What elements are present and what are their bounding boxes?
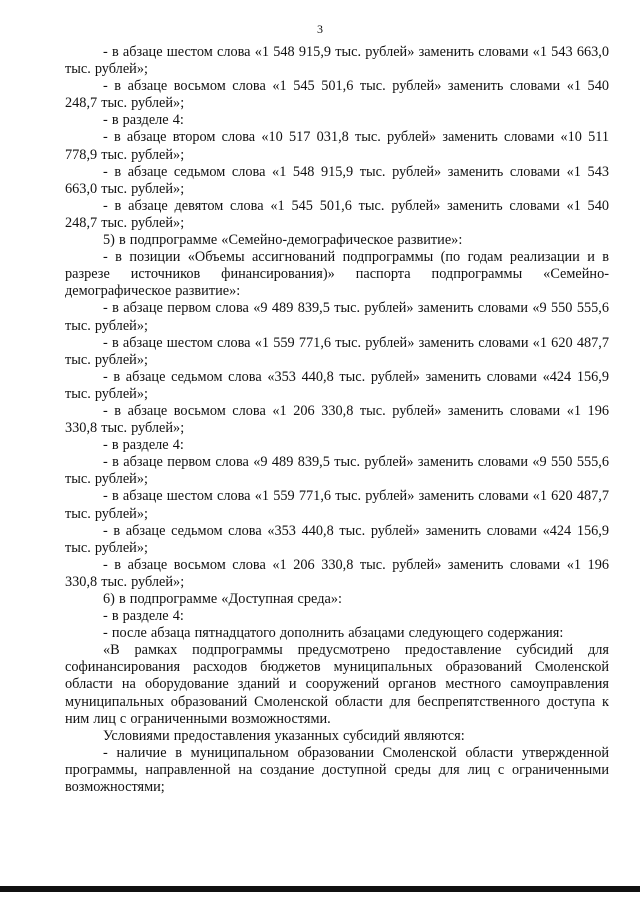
paragraph: - в разделе 4: [103,608,184,625]
paragraph: - после абзаца пятнадцатого дополнить абзацами следующего содержания: [103,625,564,642]
paragraph: - в абзаце первом слова «9 489 839,5 тыс. рублей» заменить словами «9 550 555,6 тыс. рублей»; [65,454,609,488]
paragraph: - в позиции «Объемы ассигнований подпрограммы (по годам реализации и в разрезе источников финансирования)» паспорта подпрограммы «Семейно-демографическое развитие»: [65,249,609,300]
paragraph: «В рамках подпрограммы предусмотрено предоставление субсидий для софинансирования расходов бюджетов муниципальных образований Смоленской области на оборудование зданий и сооружений органов местного самоуправления муниципальных образований Смоленской области для беспрепятственного доступа к ним лиц с ограниченными возможностями. [65,642,609,727]
paragraph: - в абзаце седьмом слова «1 548 915,9 тыс. рублей» заменить словами «1 543 663,0 тыс. рублей»; [65,163,609,197]
page-number: 3 [317,22,323,36]
paragraph: - в абзаце восьмом слова «1 545 501,6 тыс. рублей» заменить словами «1 540 248,7 тыс. рублей»; [65,78,609,112]
paragraph: 6) в подпрограмме «Доступная среда»: [103,591,342,607]
paragraph: - в разделе 4: [103,112,184,129]
paragraph: - в абзаце шестом слова «1 548 915,9 тыс. рублей» заменить словами «1 543 663,0 тыс. рублей»; [65,44,609,78]
paragraph: - в абзаце первом слова «9 489 839,5 тыс. рублей» заменить словами «9 550 555,6 тыс. рублей»; [65,300,609,334]
paragraph: - наличие в муниципальном образовании Смоленской области утвержденной программы, направленной на создание доступной среды для лиц с ограниченными возможностями; [65,744,609,796]
paragraph: - в абзаце втором слова «10 517 031,8 тыс. рублей» заменить словами «10 511 778,9 тыс. рублей»; [65,129,609,163]
paragraph: - в абзаце восьмом слова «1 206 330,8 тыс. рублей» заменить словами «1 196 330,8 тыс. рублей»; [65,402,609,437]
document-body [65,44,609,796]
bottom-border-line [0,886,640,892]
paragraph: - в абзаце шестом слова «1 559 771,6 тыс. рублей» заменить словами «1 620 487,7 тыс. рублей»; [65,488,609,522]
paragraph: - в разделе 4: [103,437,184,454]
paragraph: 5) в подпрограмме «Семейно-демографическое развитие»: [103,232,463,249]
paragraph: Условиями предоставления указанных субсидий являются: [103,727,465,744]
paragraph: - в абзаце восьмом слова «1 206 330,8 тыс. рублей» заменить словами «1 196 330,8 тыс. рублей»; [65,556,609,590]
paragraph: - в абзаце седьмом слова «353 440,8 тыс. рублей» заменить словами «424 156,9 тыс. рублей»; [65,368,609,402]
paragraph: - в абзаце шестом слова «1 559 771,6 тыс. рублей» заменить словами «1 620 487,7 тыс. рублей»; [65,334,609,368]
paragraph: - в абзаце девятом слова «1 545 501,6 тыс. рублей» заменить словами «1 540 248,7 тыс. рублей»; [65,197,609,231]
paragraph: - в абзаце седьмом слова «353 440,8 тыс. рублей» заменить словами «424 156,9 тыс. рублей»; [65,522,609,556]
